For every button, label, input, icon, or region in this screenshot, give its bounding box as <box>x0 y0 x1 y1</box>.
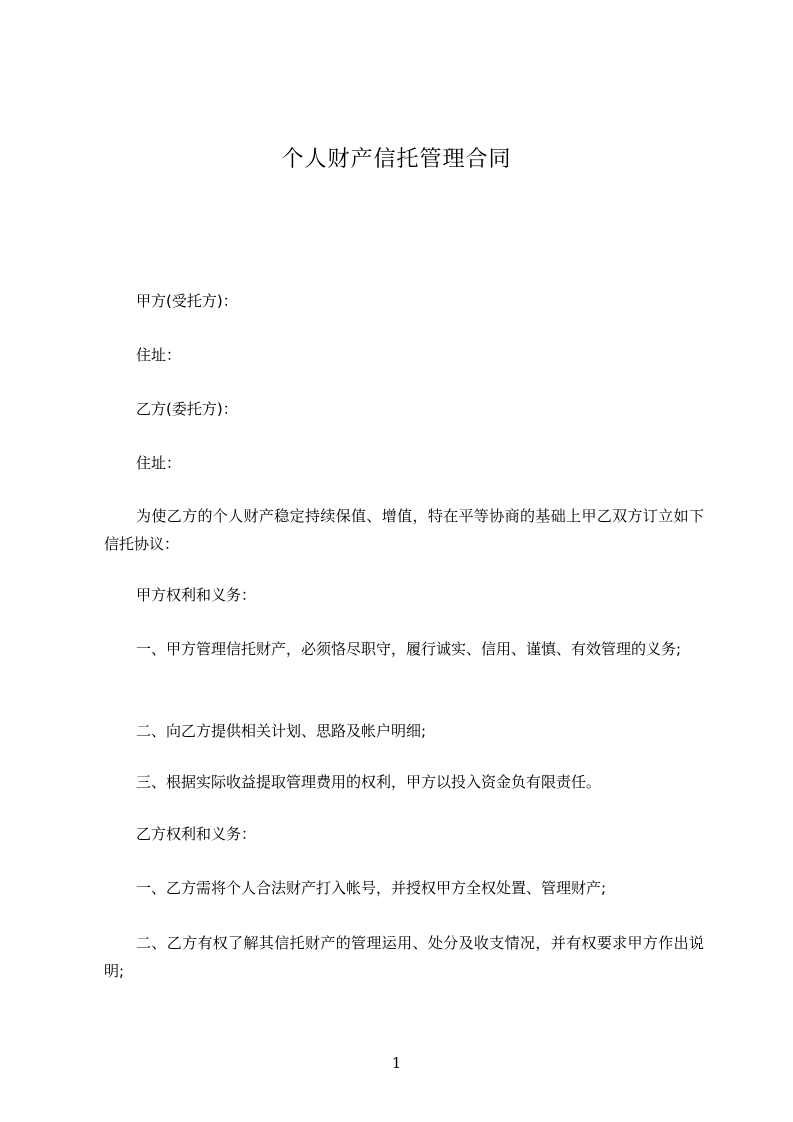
party-a-label: 甲方(受托方)： <box>136 292 238 310</box>
party-a-address-label: 住址： <box>136 346 182 364</box>
section-a-item-3: 三、根据实际收益提取管理费用的权利，甲方以投入资金负有限责任。 <box>136 773 602 791</box>
section-a-heading: 甲方权利和义务： <box>136 586 257 604</box>
section-b-item-1: 一、乙方需将个人合法财产打入帐号，并授权甲方全权处置、管理财产; <box>136 879 607 897</box>
party-b-address-label: 住址： <box>136 454 182 472</box>
section-b-heading: 乙方权利和义务： <box>136 825 257 843</box>
section-a-item-2: 二、向乙方提供相关计划、思路及帐户明细; <box>136 722 427 740</box>
party-b-label: 乙方(委托方)： <box>136 400 238 418</box>
section-b-item-2: 二、乙方有权了解其信托财产的管理运用、处分及收支情况，并有权要求甲方作出说明; <box>104 934 704 980</box>
section-a-item-1: 一、甲方管理信托财产，必须恪尽职守，履行诚实、信用、谨慎、有效管理的义务; <box>136 640 682 658</box>
document-title: 个人财产信托管理合同 <box>281 147 512 172</box>
page-number: 1 <box>391 1054 402 1072</box>
preamble-paragraph: 为使乙方的个人财产稳定持续保值、增值，特在平等协商的基础上甲乙双方订立如下信托协议： <box>104 507 704 553</box>
